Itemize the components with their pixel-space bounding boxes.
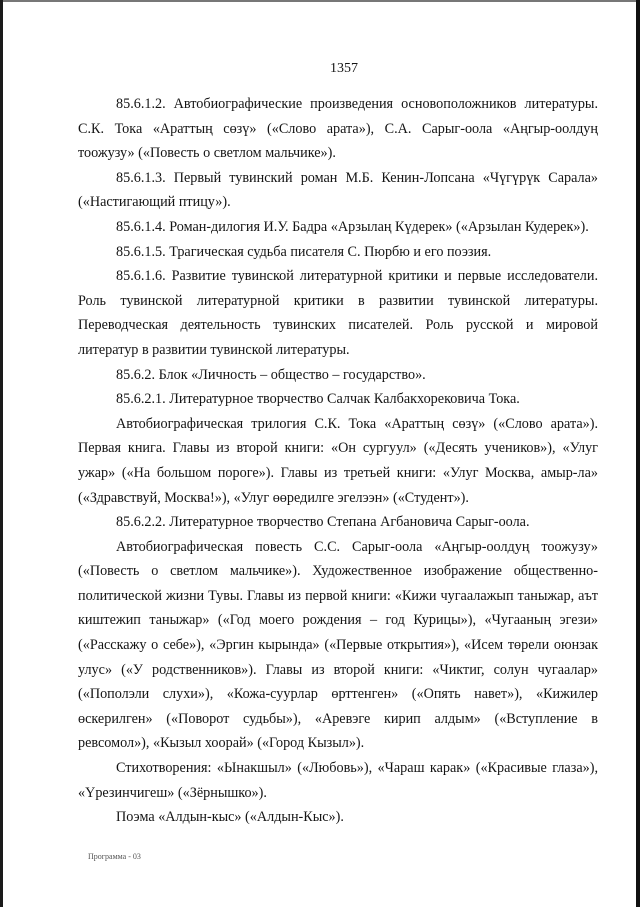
- paragraph-85-6-1-6: 85.6.1.6. Развитие тувинской литературной критики и первые исследователи. Роль тувинской литературной критики в развитии тувинской литературы. Переводческая деятельность тувинских писателей. Роль русской и мировой литератур в развитии тувинской литературы.: [78, 268, 598, 358]
- scan-edge-left: [0, 0, 3, 907]
- scan-edge-top: [0, 0, 640, 2]
- footer-program-mark: Программа - 03: [88, 852, 141, 861]
- paragraph-85-6-1-3: 85.6.1.3. Первый тувинский роман М.Б. Кенин-Лопсана «Чүгүрүк Сарала» («Настигающий птицу»).: [78, 169, 598, 211]
- page-number: 1357: [330, 61, 358, 76]
- paragraph-saryg-ool-novella: Автобиографическая повесть С.С. Сарыг-оола «Аңгыр-оолдуң тоожузу» («Повесть о светлом мальчике»). Художественное изображение общественно-политической жизни Тувы. Главы из первой книги: «Кижи чугаалажып таныжар, аът киштежип таныжар» («Год моего рождения – год Курицы»), «Чугааның эгези» («Расскажу о себе»), «Эргин кырында» («Первые открытия»), «Исем төрели оюнзак улус» («У родственников»). Главы из второй книги: «Чиктиг, солун чугаалар» («Пополэли слухи»), «Кожа-суурлар өрттенген» («Опять навет»), «Кижилер өскерилген» («Поворот судьбы»), «Аревэге кирип алдым» («Вступление в ревсомол»), «Кызыл хоорай» («Город Кызыл»).: [78, 538, 598, 752]
- paragraph-poem-aldyn-kys: Поэма «Алдын-кыс» («Алдын-Кыс»).: [116, 809, 344, 826]
- paragraph-poems: Стихотворения: «Ынакшыл» («Любовь»), «Чараш карак» («Красивые глаза»), «Үрезинчигеш» («Зёрнышко»).: [78, 760, 598, 801]
- paragraph-85-6-2: 85.6.2. Блок «Личность – общество – государство».: [116, 366, 426, 383]
- paragraph-85-6-2-1: 85.6.2.1. Литературное творчество Салчак Калбакхорековича Тока.: [116, 391, 520, 408]
- scan-edge-right: [636, 0, 640, 907]
- paragraph-85-6-2-2: 85.6.2.2. Литературное творчество Степана Агбановича Сарыг-оола.: [116, 514, 530, 531]
- paragraph-85-6-1-2: 85.6.1.2. Автобиографические произведения основоположников литературы. С.К. Тока «Араттың сөзү» («Слово арата»), С.А. Сарыг-оола «Аңгыр-оолдуң тоожузу» («Повесть о светлом мальчике»).: [78, 96, 598, 162]
- paragraph-85-6-1-5: 85.6.1.5. Трагическая судьба писателя С. Пюрбю и его поэзия.: [116, 243, 492, 260]
- document-page: [78, 60, 598, 830]
- paragraph-85-6-1-4: 85.6.1.4. Роман-дилогия И.У. Бадра «Арзылаң Күдерек» («Арзылан Кудерек»).: [116, 218, 589, 235]
- paragraph-toka-trilogy: Автобиографическая трилогия С.К. Тока «Араттың сөзү» («Слово арата»). Первая книга. Главы из второй книги: «Он сургуул» («Десять учеников»), «Улуг ужар» («На большом пороге»). Главы из третьей книги: «Улуг Москва, амыр-ла» («Здравствуй, Москва!»), «Улуг өөредилге эгелээн» («Студент»).: [78, 415, 598, 506]
